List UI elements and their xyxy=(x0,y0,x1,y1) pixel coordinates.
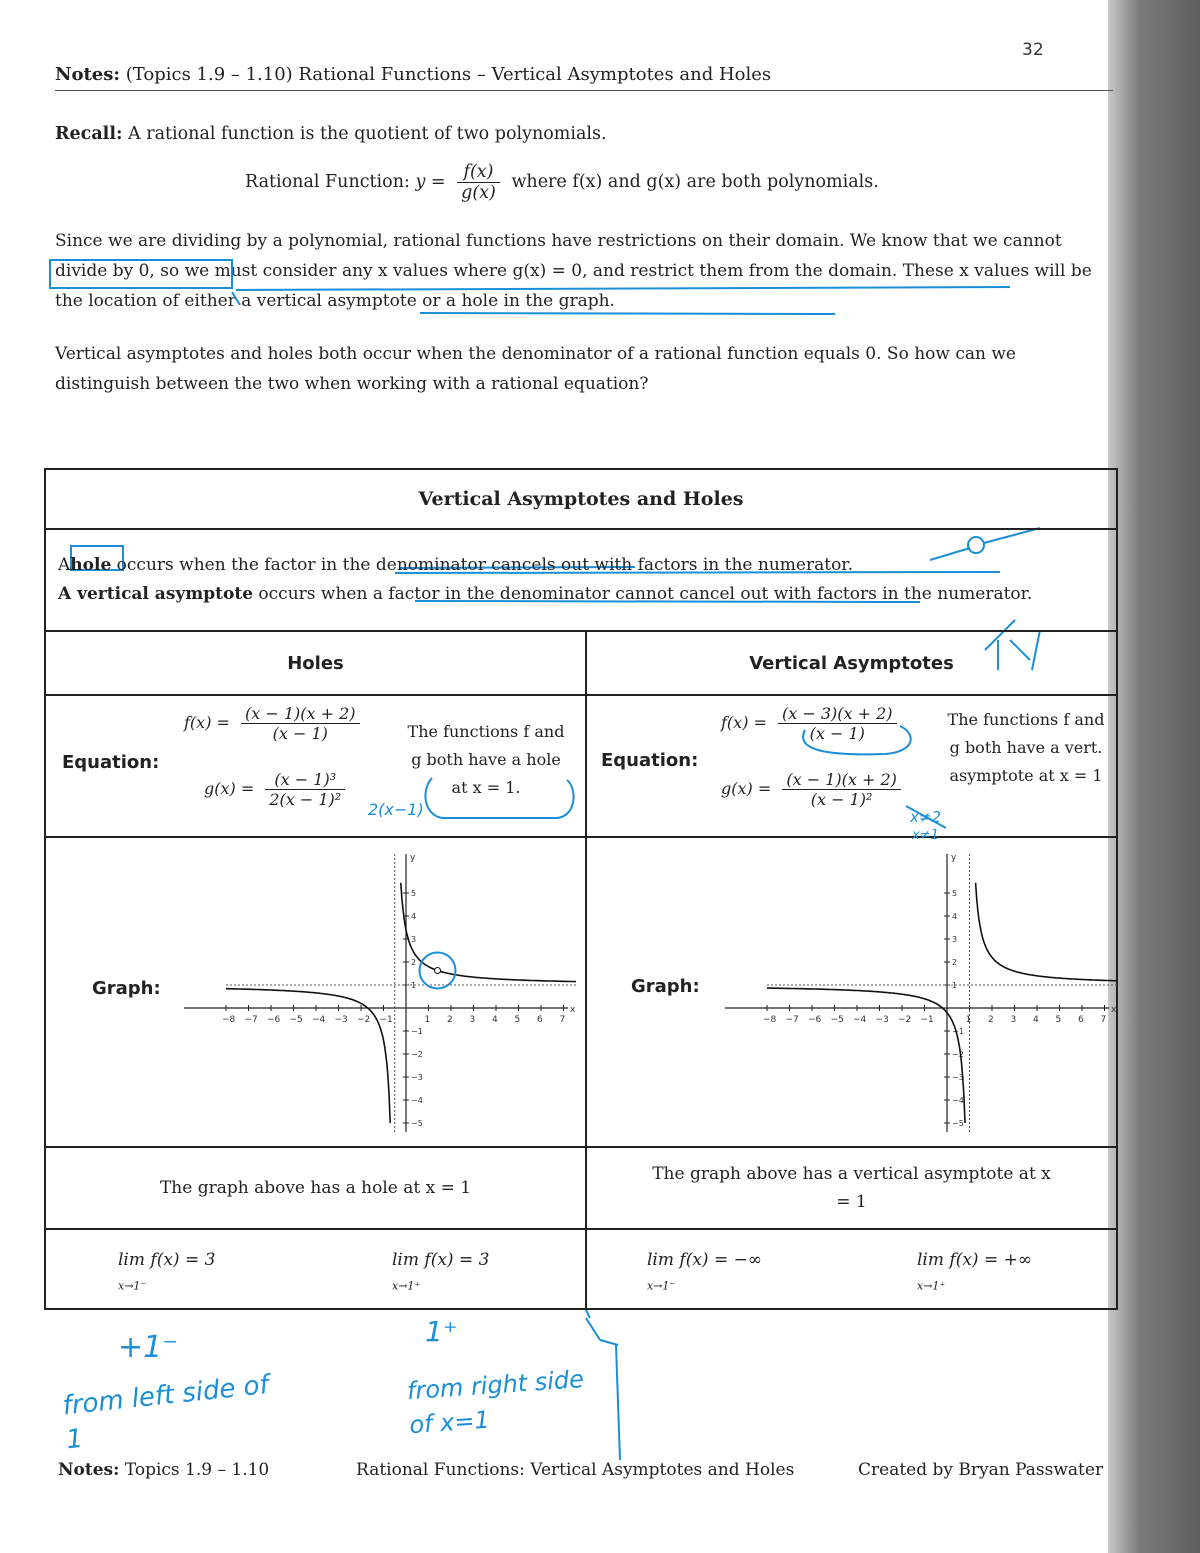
holes-note: The functions f and g both have a hole at x = 1. xyxy=(407,722,565,797)
x-tick-label: 4 xyxy=(492,1015,498,1025)
va-equation-cell xyxy=(586,695,1117,837)
va-f-equation xyxy=(721,704,903,743)
x-tick-label: 6 xyxy=(537,1015,543,1025)
x-tick-label: 4 xyxy=(1033,1015,1039,1025)
va-lim-left-sub: x→1⁻ xyxy=(647,1279,676,1293)
va-def-rest: occurs when a factor in the denominator cannot cancel out with factors in the numerator. xyxy=(258,584,1033,604)
x-tick-label: 1 xyxy=(424,1015,431,1025)
va-f-name: f(x) = xyxy=(721,713,767,732)
va-statement-text: The graph above has a vertical asymptote at x = 1 xyxy=(652,1164,1051,1212)
holes-equation-label: Equation: xyxy=(62,752,160,773)
va-graph xyxy=(717,846,1117,1138)
curve-right-branch xyxy=(401,883,576,982)
x-tick-label: −7 xyxy=(785,1015,799,1025)
holes-header: Holes xyxy=(45,631,586,695)
x-tick-label: 1 xyxy=(965,1015,972,1025)
table-title: Vertical Asymptotes and Holes xyxy=(45,469,1117,529)
y-tick-label: −5 xyxy=(411,1119,423,1128)
footer-left xyxy=(58,1460,269,1480)
va-equation-label: Equation: xyxy=(601,750,699,771)
va-header: Vertical Asymptotes xyxy=(586,631,1117,695)
formula-denominator: g(x) xyxy=(461,183,496,203)
x-tick-label: 3 xyxy=(1010,1015,1017,1025)
ink-x-not-1: x≠1 xyxy=(912,828,939,843)
y-tick-label: 4 xyxy=(411,912,417,921)
y-tick-label: −4 xyxy=(411,1096,423,1105)
recall-label: Recall: xyxy=(55,124,123,144)
formula-prefix: Rational Function: xyxy=(245,172,410,192)
x-tick-label: 7 xyxy=(559,1015,566,1025)
y-tick-label: −3 xyxy=(952,1073,964,1082)
x-axis-label: x xyxy=(570,1005,576,1015)
holes-f-num: (x − 1)(x + 2) xyxy=(241,704,360,724)
ink-factor-note: 2(x−1) xyxy=(368,800,424,819)
hole-def-rest: occurs when the factor in the denominator cancels out with factors in the numerator. xyxy=(116,555,853,575)
definitions xyxy=(45,529,1117,631)
x-tick-label: −4 xyxy=(312,1015,326,1025)
x-tick-label: 2 xyxy=(447,1015,453,1025)
ink-underline-2 xyxy=(420,313,835,314)
ink-box-divide-zero xyxy=(50,260,232,288)
curve-left-branch xyxy=(226,989,390,1123)
hole-point xyxy=(435,967,441,973)
va-note: The functions f and g both have a vert. asymptote at x = 1 xyxy=(947,710,1105,785)
y-tick-label: −3 xyxy=(411,1073,423,1082)
y-tick-label: 4 xyxy=(952,912,958,921)
x-tick-label: −6 xyxy=(267,1015,281,1025)
ink-underline-1 xyxy=(236,287,1010,290)
y-tick-label: −1 xyxy=(411,1027,423,1036)
holes-limits xyxy=(45,1229,586,1309)
y-tick-label: 3 xyxy=(411,935,417,944)
x-tick-label: −8 xyxy=(222,1015,236,1025)
va-f-den: (x − 1) xyxy=(809,724,865,743)
y-axis-label: y xyxy=(410,853,416,863)
y-tick-label: 1 xyxy=(952,981,958,990)
recall-text: A rational function is the quotient of two polynomials. xyxy=(128,124,607,144)
holes-statement: The graph above has a hole at x = 1 xyxy=(45,1147,586,1229)
y-tick-label: 1 xyxy=(411,981,417,990)
footer-center: Rational Functions: Vertical Asymptotes and Holes xyxy=(356,1460,795,1480)
va-lim-right-sub: x→1⁺ xyxy=(917,1279,946,1293)
formula-suffix: where f(x) and g(x) are both polynomials. xyxy=(511,172,879,192)
va-lim-right: lim f(x) = +∞ $_{x\to 1^+}$ xyxy=(917,1250,1032,1293)
x-axis-label: x xyxy=(1111,1005,1117,1015)
holes-graph-label: Graph: xyxy=(92,978,161,999)
footer-left-text: Topics 1.9 – 1.10 xyxy=(124,1460,270,1480)
y-tick-label: 2 xyxy=(952,958,958,967)
ink-from-left: from left side of 1 xyxy=(61,1370,271,1456)
va-limits xyxy=(586,1229,1117,1309)
y-tick-label: 5 xyxy=(952,889,958,898)
va-f-num: (x − 3)(x + 2) xyxy=(778,704,897,724)
holes-graph xyxy=(176,846,576,1138)
va-def-word: A vertical asymptote xyxy=(58,584,254,604)
x-tick-label: −5 xyxy=(830,1015,844,1025)
holes-g-name: g(x) = xyxy=(204,779,255,798)
formula-y: y = xyxy=(415,172,446,192)
x-tick-label: −3 xyxy=(334,1015,348,1025)
va-g-num: (x − 1)(x + 2) xyxy=(782,770,901,790)
y-tick-label: 5 xyxy=(411,889,417,898)
va-graph-label: Graph: xyxy=(631,976,700,997)
footer-left-label: Notes: xyxy=(58,1460,120,1480)
x-tick-label: −3 xyxy=(875,1015,889,1025)
x-tick-label: 2 xyxy=(988,1015,994,1025)
x-tick-label: −5 xyxy=(289,1015,303,1025)
holes-equation-cell xyxy=(45,695,586,837)
holes-lim-left: lim f(x) = 3 $_{x\to 1^-}$ xyxy=(118,1250,216,1293)
va-statement xyxy=(586,1147,1117,1229)
y-tick-label: 2 xyxy=(411,958,417,967)
ink-x-not-2: x≠2 xyxy=(910,808,941,826)
y-tick-label: 3 xyxy=(952,935,958,944)
holes-f-name: f(x) = xyxy=(184,713,230,732)
x-tick-label: −6 xyxy=(808,1015,822,1025)
va-g-equation xyxy=(721,770,907,809)
va-g-name: g(x) = xyxy=(721,779,772,798)
va-g-den: (x − 1)² xyxy=(810,790,873,809)
domain-paragraph: Since we are dividing by a polynomial, rational functions have restrictions on their domain. We know that we cannot divide by 0, so we must consider any x values where g(x) = 0, and restrict them from the domain. These x values will be the location of either a vertical asymptote or a hole in the graph. xyxy=(55,231,1092,311)
x-tick-label: 3 xyxy=(469,1015,476,1025)
holes-g-den: 2(x − 1)² xyxy=(269,790,342,809)
x-tick-label: −8 xyxy=(763,1015,777,1025)
formula-numerator: f(x) xyxy=(457,162,500,183)
ink-plus-one-minus: +1⁻ xyxy=(118,1330,179,1365)
x-tick-label: −7 xyxy=(244,1015,258,1025)
y-tick-label: −4 xyxy=(952,1096,964,1105)
x-tick-label: −2 xyxy=(898,1015,912,1025)
ink-from-right: from right side of x=1 xyxy=(406,1364,585,1440)
hole-def-a: A xyxy=(58,555,71,575)
va-lim-left: lim f(x) = −∞ $_{x\to 1^-}$ xyxy=(647,1250,762,1293)
question-paragraph: Vertical asymptotes and holes both occur when the denominator of a rational function equals 0. So how can we distinguish between the two when working with a rational equation? xyxy=(55,344,1016,394)
x-tick-label: 7 xyxy=(1100,1015,1107,1025)
curve-right-branch xyxy=(976,883,1117,981)
holes-lim-right: lim f(x) = 3 $_{x\to 1^+}$ xyxy=(392,1250,490,1293)
y-tick-label: −2 xyxy=(952,1050,964,1059)
x-tick-label: 5 xyxy=(514,1015,521,1025)
y-tick-label: −1 xyxy=(952,1027,964,1036)
x-tick-label: −1 xyxy=(920,1015,934,1025)
x-tick-label: 6 xyxy=(1078,1015,1084,1025)
va-graph-cell xyxy=(586,837,1117,1147)
holes-lim-right-sub: x→1⁺ xyxy=(392,1279,421,1293)
header-label: Notes: xyxy=(55,64,121,85)
holes-lim-left-sub: x→1⁻ xyxy=(118,1279,147,1293)
holes-f-equation xyxy=(184,704,366,743)
x-tick-label: −1 xyxy=(379,1015,393,1025)
y-tick-label: −2 xyxy=(411,1050,423,1059)
footer-right: Created by Bryan Passwater xyxy=(858,1460,1104,1480)
x-tick-label: −2 xyxy=(357,1015,371,1025)
x-tick-label: −4 xyxy=(853,1015,867,1025)
holes-g-num: (x − 1)³ xyxy=(265,770,345,790)
x-tick-label: 5 xyxy=(1055,1015,1062,1025)
y-tick-label: −5 xyxy=(952,1119,964,1128)
holes-graph-cell xyxy=(45,837,586,1147)
holes-g-equation xyxy=(204,770,351,809)
header-title: (Topics 1.9 – 1.10) Rational Functions – Vertical Asymptotes and Holes xyxy=(125,64,772,85)
ink-one-plus: 1⁺ xyxy=(425,1315,458,1348)
va-holes-table xyxy=(44,468,1118,1310)
page-number: 32 xyxy=(1022,40,1044,60)
hole-def-word: hole xyxy=(70,555,112,575)
holes-f-den: (x − 1) xyxy=(272,724,328,743)
y-axis-label: y xyxy=(951,853,957,863)
